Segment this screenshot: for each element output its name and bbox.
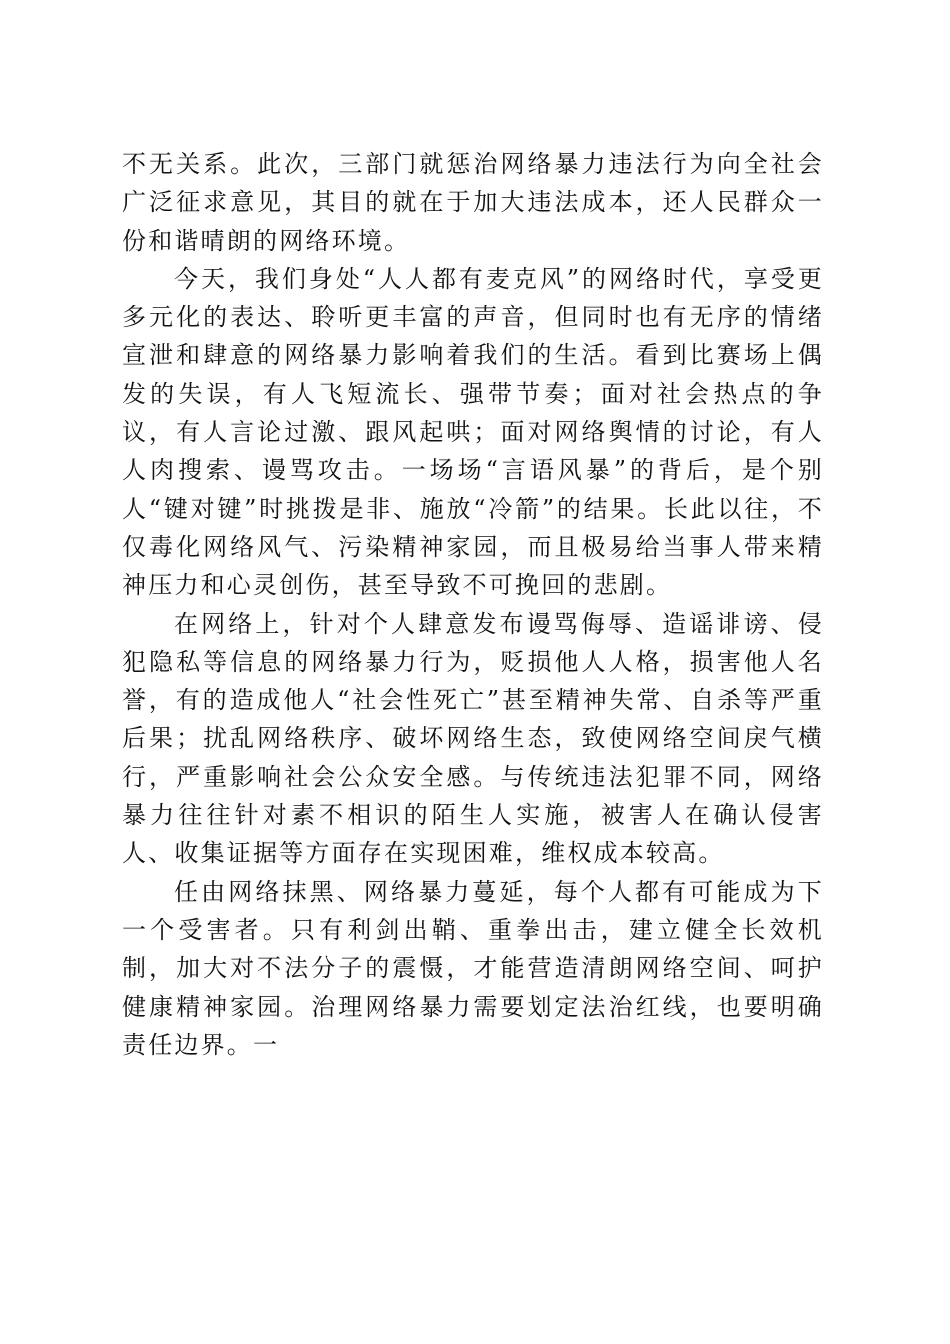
paragraph-2: 今天，我们身处“人人都有麦克风”的网络时代，享受更多元化的表达、聆听更丰富的声音，但同时也有无序的情绪宣泄和肆意的网络暴力影响着我们的生活。看到比赛场上偶发的失误，有人飞短流长、强带节奏；面对社会热点的争议，有人言论过激、跟风起哄；面对网络舆情的讨论，有人人肉搜索、谩骂攻击。一场场“言语风暴”的背后，是个别人“键对键”时挑拨是非、施放“冷箭”的结果。长此以往，不仅毒化网络风气、污染精神家园，而且极易给当事人带来精神压力和心灵创伤，甚至导致不可挽回的悲剧。 xyxy=(122,264,824,600)
paragraph-1: 不无关系。此次，三部门就惩治网络暴力违法行为向全社会广泛征求意见，其目的就在于加大违法成本，还人民群众一份和谐晴朗的网络环境。 xyxy=(122,150,824,255)
paragraph-3: 在网络上，针对个人肆意发布谩骂侮辱、造谣诽谤、侵犯隐私等信息的网络暴力行为，贬损他人人格，损害他人名誉，有的造成他人“社会性死亡”甚至精神失常、自杀等严重后果；扰乱网络秩序、破坏网络生态，致使网络空间戾气横行，严重影响社会公众安全感。与传统违法犯罪不同，网络暴力往往针对素不相识的陌生人实施，被害人在确认侵害人、收集证据等方面存在实现困难，维权成本较高。 xyxy=(122,609,824,868)
paragraph-4: 任由网络抹黑、网络暴力蔓延，每个人都有可能成为下一个受害者。只有利剑出鞘、重拳出击，建立健全长效机制，加大对不法分子的震慑，才能营造清朗网络空间、呵护健康精神家园。治理网络暴力需要划定法治红线，也要明确责任边界。一 xyxy=(122,877,824,1059)
document-body xyxy=(122,145,824,1064)
